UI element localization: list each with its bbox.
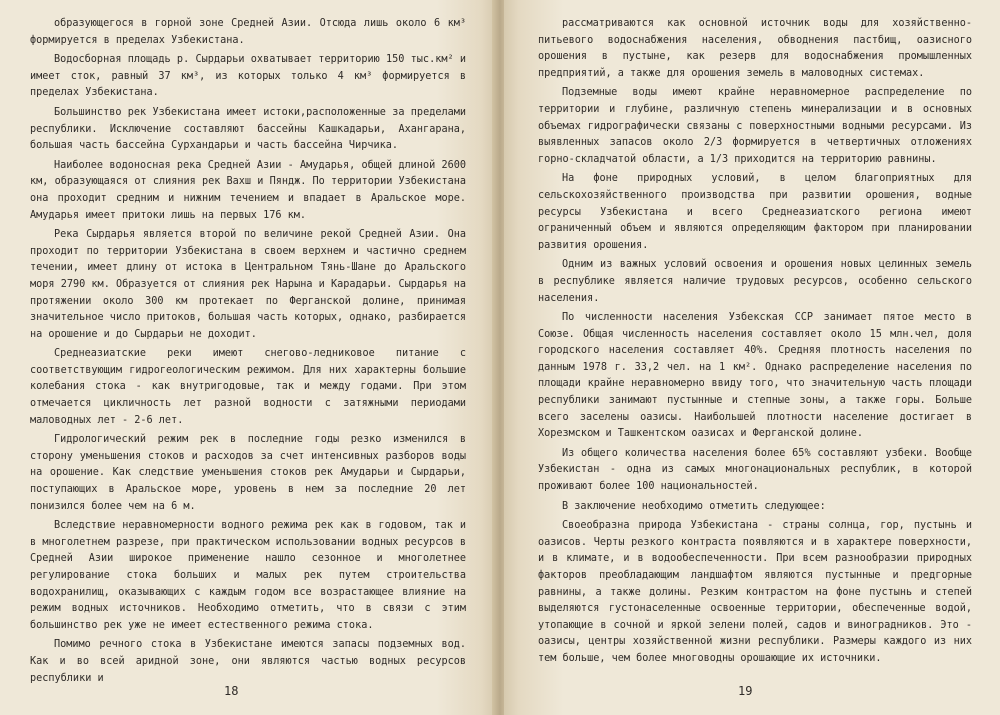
paragraph: Одним из важных условий освоения и орошения новых целинных земель в республике является наличие трудовых ресурсов, особенно сельского населения. [538,259,972,304]
paragraph: Помимо речного стока в Узбекистане имеются запасы подземных вод. Как и во всей аридной зоне, они являются частью водных ресурсов республики и [30,639,466,684]
paragraph: Наиболее водоносная река Средней Азии - Амударья, общей длиной 2600 км, образующаяся от слияния рек Вахш и Пяндж. По территории Узбекистана она проходит средним и нижним течением и впадает в Аральское море. Амударья имеет притоки лишь на первых 176 км. [30,159,466,221]
left-page-text [30,16,466,690]
paragraph: На фоне природных условий, в целом благоприятных для сельскохозяйственного производства при развитии орошения, водные ресурсы Узбекистана и всего Среднеазиатского региона имеют ограниченный объем и являются определяющим фактором при планировании развития орошения. [538,173,972,251]
paragraph: Из общего количества населения более 65% составляют узбеки. Вообще Узбекистан - одна из самых многонациональных республик, в которой проживают более 100 национальностей. [538,447,972,493]
paragraph: образующегося в горной зоне Средней Азии. Отсюда лишь около 6 км³ формируется в пределах Узбекистана. [30,18,466,46]
paragraph: Большинство рек Узбекистана имеет истоки,расположенные за пределами республики. Исключение составляют бассейны Кашкадарьи, Ахангарана, большая часть бассейна Сурхандарьи и часть бассейна Чирчика. [30,106,466,152]
paragraph: Подземные воды имеют крайне неравномерное распределение по территории и глубине, различную степень минерализации и в основных объемах гидрографически связаны с поверхностными водными ресурсами. Из выявленных запасов около 2/3 формируется в четвертичных отложениях горно-складчатой области, а 1/3 приходится на территорию равнины. [538,87,972,165]
paragraph: По численности населения Узбекская ССР занимает пятое место в Союзе. Общая численность населения составляет около 15 млн.чел, доля городского населения составляет 40%. Средняя плотность населения по данным 1978 г. 33,2 чел. на 1 км². Однако распределение населения по площади крайне неравномерно ввиду того, что значительную часть площади республики занимают пустынные и степные зоны, а также горы. Больше всего заселены оазисы. Наибольшей плотности население достигает в Хорезмском и Ташкентском оазисах и Ферганской долине. [538,312,972,440]
left-page [0,0,496,715]
paragraph: Река Сырдарья является второй по величине рекой Средней Азии. Она проходит по территории Узбекистана в своем верхнем и частично среднем течении, имеет длину от истока в Центральном Тянь-Шане до Аральского моря 2790 км. Образуется от слияния рек Нарына и Карадарьи. Сырдарья на протяжении около 300 км протекает по Ферганской долине, принимая значительное число притоков, большая часть которых, однако, разбирается на орошение и до Сырдарьи не доходит. [30,229,466,340]
paragraph: рассматриваются как основной источник воды для хозяйственно-питьевого водоснабжения населения, обводнения пастбищ, оазисного орошения в пустыне, как резерв для водоснабжения промышленных предприятий, а также для орошения земель в маловодных системах. [538,18,972,79]
paragraph: Своеобразна природа Узбекистана - страны солнца, гор, пустынь и оазисов. Черты резкого контраста появляются и в характере поверхности, и в климате, и в водообеспеченности. При всем разнообразии природных факторов преобладающим ландшафтом являются пустынные и предгорные равнины, а также долины. Резким контрастом на фоне пустынь и степей выделяются густонаселенные освоенные территории, обеспеченные водой, утопающие в сочной и яркой зелени полей, садов и виноградников. Это - оазисы, центры хозяйственной жизни республики. Размеры каждого из них тем больше, чем более многоводны орошающие их источники. [538,520,972,664]
paragraph: Среднеазиатские реки имеют снегово-ледниковое питание с соответствующим гидрогеологическим режимом. Для них характерны большие колебания стока - как внутригодовые, так и между годами. При этом отмечается цикличность лет разной водности с затяжными периодами маловодных лет - 2-6 лет. [30,348,466,426]
paragraph: Гидрологический режим рек в последние годы резко изменился в сторону уменьшения стоков и расходов за счет интенсивных разборов воды на орошение. Как следствие уменьшения стоков рек Амударьи и Сырдарьи, поступающих в Аральское море, уровень в нем за последние 20 лет понизился более чем на 6 м. [30,434,466,512]
paragraph: Водосборная площадь р. Сырдарьи охватывает территорию 150 тыс.км² и имеет сток, равный 37 км³, из которых только 4 км³ формируется в пределах Узбекистана. [30,54,466,99]
page-number: 19 [738,684,753,698]
page-number: 18 [224,684,239,698]
right-page-text [538,16,972,671]
paragraph: В заключение необходимо отметить следующее: [562,500,826,512]
paragraph: Вследствие неравномерности водного режима рек как в годовом, так и в многолетнем разрезе, при практическом использовании водных ресурсов в Средней Азии широкое применение нашло сезонное и многолетнее регулирование стока больших и малых рек путем строительства водохранилищ, оказывающих с каждым годом все возрастающее влияние на режим водных источников. Необходимо отметить, что в связи с этим большинство рек уже не имеет естественного режима стока. [30,520,466,631]
right-page [504,0,1000,715]
